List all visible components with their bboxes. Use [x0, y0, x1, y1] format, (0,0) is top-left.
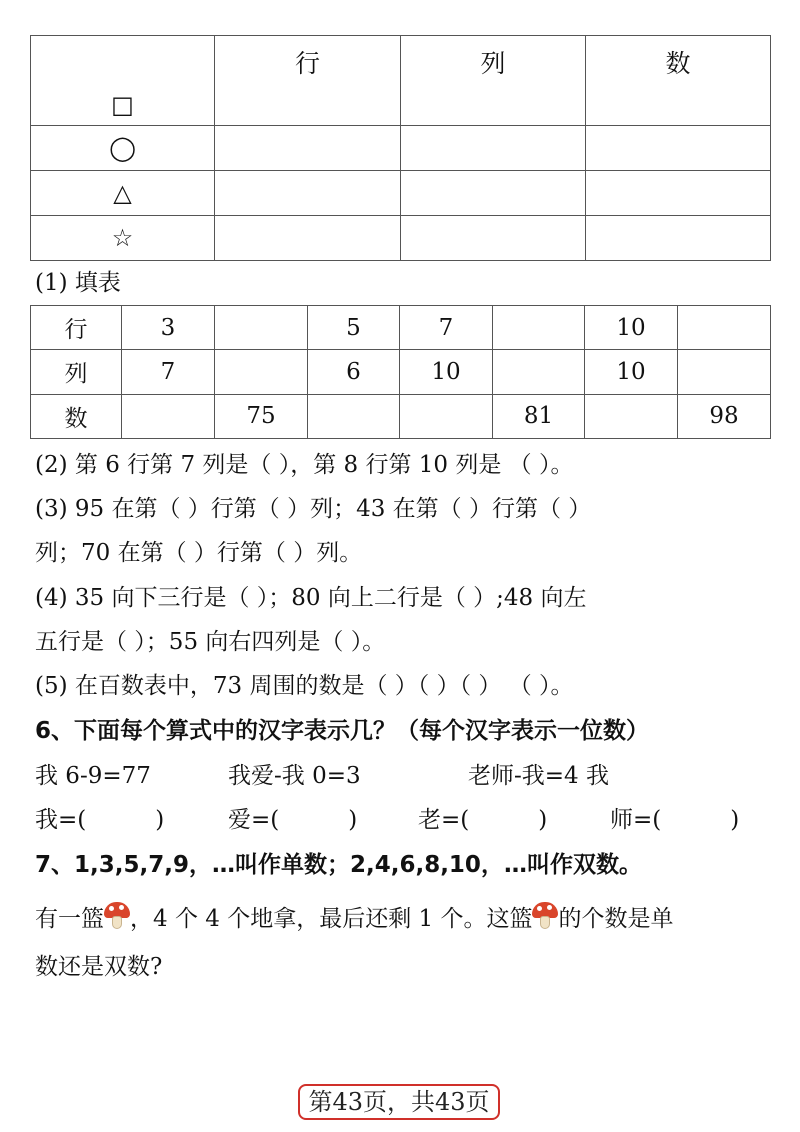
question-3-line2: 列；70 在第（ ）行第（ ）列。: [35, 540, 363, 566]
equation-1: 我 6-9=77: [35, 763, 151, 789]
section-7-problem-line1: [35, 900, 673, 934]
fill-cell[interactable]: [308, 394, 400, 438]
answer-cell[interactable]: [215, 216, 401, 261]
answer-cell[interactable]: [401, 171, 586, 216]
fill-cell[interactable]: [678, 350, 771, 394]
fill-cell[interactable]: 7: [400, 306, 493, 350]
shape-table: [30, 35, 771, 261]
question-5: (5) 在百数表中，73 周围的数是（ ）（ ）（ ） （ ）。: [35, 673, 574, 699]
fill-cell[interactable]: [493, 350, 585, 394]
fill-cell[interactable]: [585, 394, 678, 438]
answer-cell[interactable]: [586, 126, 771, 171]
shape-square: □: [31, 36, 215, 126]
shape-circle: ◯: [31, 126, 215, 171]
question-2: (2) 第 6 行第 7 列是（ ），第 8 行第 10 列是 （ ）。: [35, 452, 574, 478]
fill-cell[interactable]: 75: [215, 394, 308, 438]
fill-cell[interactable]: [215, 306, 308, 350]
fill-cell[interactable]: [215, 350, 308, 394]
fill-cell[interactable]: 10: [585, 350, 678, 394]
section-6-title: 6、下面每个算式中的汉字表示几？（每个汉字表示一位数）: [35, 718, 650, 744]
header-column: 列: [401, 36, 586, 126]
question-4-line2: 五行是（ ）；55 向右四列是（ ）。: [35, 629, 386, 655]
answer-cell[interactable]: [586, 171, 771, 216]
header-row: 行: [215, 36, 401, 126]
answer-cell[interactable]: [401, 126, 586, 171]
mushroom-icon: [532, 900, 558, 930]
mushroom-icon: [104, 900, 130, 930]
fill-cell[interactable]: 10: [585, 306, 678, 350]
equation-2: 我爱-我 0=3: [228, 763, 361, 789]
question-3-line1: (3) 95 在第（ ）行第（ ）列；43 在第（ ）行第（ ）: [35, 496, 592, 522]
problem-text-b: ，4 个 4 个地拿，最后还剩 1 个。这篮: [130, 906, 533, 932]
question-4-line1: (4) 35 向下三行是（ ）；80 向上二行是（ ）;48 向左: [35, 585, 587, 611]
answer-cell[interactable]: [401, 216, 586, 261]
section-7-problem-line2: 数还是双数?: [35, 954, 163, 980]
answer-shi[interactable]: 师=( ): [610, 807, 740, 833]
fill-row-hang: [31, 306, 771, 350]
section-7-title: 7、1,3,5,7,9，…叫作单数；2,4,6,8,10，…叫作双数。: [35, 852, 642, 878]
fill-cell[interactable]: [400, 394, 493, 438]
fill-row-label: 数: [31, 394, 122, 438]
fill-cell[interactable]: 3: [122, 306, 215, 350]
fill-row-label: 列: [31, 350, 122, 394]
fill-row-shu: [31, 394, 771, 438]
shape-triangle: △: [31, 171, 215, 216]
fill-cell[interactable]: [493, 306, 585, 350]
problem-text-a: 有一篮: [35, 906, 104, 932]
answer-wo[interactable]: 我=( ): [35, 807, 165, 833]
fill-cell[interactable]: [122, 394, 215, 438]
answer-cell[interactable]: [586, 216, 771, 261]
fill-cell[interactable]: 7: [122, 350, 215, 394]
shape-table-header-row: [31, 36, 771, 126]
problem-text-c: 的个数是单: [558, 906, 674, 932]
header-count: 数: [586, 36, 771, 126]
answer-ai[interactable]: 爱=( ): [228, 807, 358, 833]
fill-table: [30, 305, 771, 439]
fill-cell[interactable]: [678, 306, 771, 350]
fill-cell[interactable]: 6: [308, 350, 400, 394]
fill-cell[interactable]: 81: [493, 394, 585, 438]
q1-label: (1) 填表: [35, 270, 121, 296]
shape-row-triangle: [31, 171, 771, 216]
answer-cell[interactable]: [215, 171, 401, 216]
answer-lao[interactable]: 老=( ): [418, 807, 548, 833]
equation-3: 老师-我=4 我: [468, 763, 609, 789]
shape-star: ☆: [31, 216, 215, 261]
fill-cell[interactable]: 10: [400, 350, 493, 394]
fill-row-lie: [31, 350, 771, 394]
fill-cell[interactable]: 5: [308, 306, 400, 350]
fill-cell[interactable]: 98: [678, 394, 771, 438]
answer-cell[interactable]: [215, 126, 401, 171]
shape-row-circle: [31, 126, 771, 171]
page-number: 第43页，共43页: [298, 1084, 500, 1120]
fill-row-label: 行: [31, 306, 122, 350]
shape-row-star: [31, 216, 771, 261]
